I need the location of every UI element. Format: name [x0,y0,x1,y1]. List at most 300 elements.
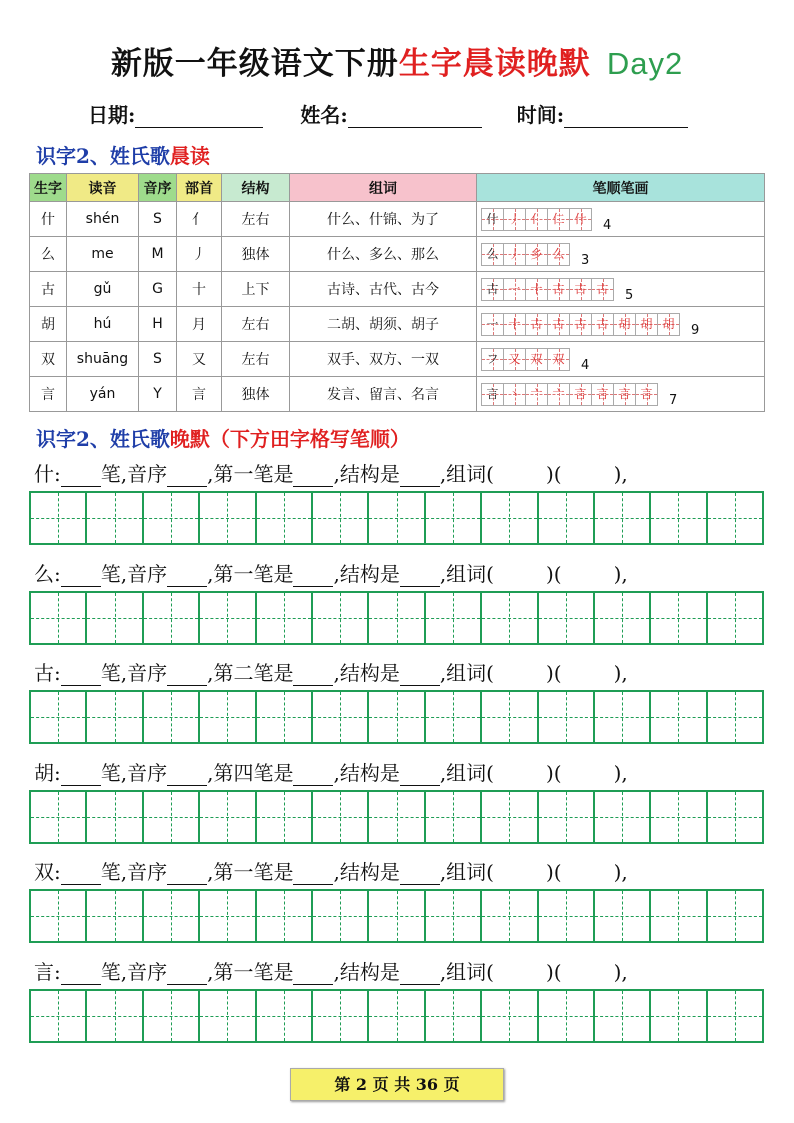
tianzige-cell[interactable] [651,493,707,543]
question-text: ,组词( [439,860,494,884]
question-text: 笔,音序 [100,561,168,586]
tianzige-row[interactable] [29,690,764,744]
table-row [30,202,765,237]
tianzige-cell[interactable] [369,593,425,643]
tianzige-cell[interactable] [31,991,87,1041]
colon: : [54,959,61,984]
answer-blank[interactable] [293,665,333,686]
cell-char: 么 [30,237,67,272]
stroke-glyph: 胡 [640,316,653,331]
tianzige-cell[interactable] [539,593,595,643]
cell-pinyin: shén [67,202,139,237]
tianzige-cell[interactable] [651,692,707,742]
tianzige-cell[interactable] [31,692,87,742]
cell-words: 古诗、古代、古今 [290,272,477,307]
tianzige-cell[interactable] [482,593,538,643]
stroke-box [547,243,570,266]
question-line [34,558,628,587]
answer-blank[interactable] [293,964,333,985]
stroke-count: 9 [691,323,700,338]
tianzige-cell[interactable] [144,692,200,742]
stroke-box [569,313,592,336]
answer-blank[interactable] [61,566,101,587]
question-nth: 第二笔是 [213,661,294,685]
answer-blank[interactable] [400,765,440,786]
cell-pinyin: hú [67,307,139,342]
tianzige-cell[interactable] [144,493,200,543]
stroke-count: 4 [581,358,590,373]
stroke-glyph: 古 [574,281,587,296]
question-char: 双 [34,860,54,884]
answer-blank[interactable] [61,765,101,786]
cell-radical: 丿 [177,237,222,272]
answer-blank[interactable] [400,566,440,587]
stroke-glyph: 十 [508,316,521,331]
stroke-box [569,208,592,231]
stroke-glyph: 古 [552,316,565,331]
stroke-glyph: 一 [508,281,521,296]
question-line [34,757,628,786]
header-words: 组词 [290,174,477,202]
stroke-glyph: 言 [640,386,653,401]
stroke-glyph: 古 [530,316,543,331]
question-text: 笔,音序 [100,760,168,785]
question-text: ,组词( [439,959,494,984]
tianzige-cell[interactable] [708,891,762,941]
colon: : [54,561,61,586]
tianzige-cell[interactable] [369,692,425,742]
stroke-box [481,313,504,336]
question-text: ,结构是 [333,661,400,685]
comma: , [207,860,214,884]
header-pinyin: 读音 [67,174,139,202]
tianzige-row[interactable] [29,591,764,645]
question-text: 笔,音序 [100,959,168,984]
header-char: 生字 [30,174,67,202]
tianzige-cell[interactable] [87,991,143,1041]
cell-initial: G [139,272,177,307]
tianzige-cell[interactable] [482,493,538,543]
cell-structure: 独体 [222,377,290,412]
name-label: 姓名: [300,103,348,127]
tianzige-cell[interactable] [200,493,256,543]
section-morning-heading [36,140,210,169]
stroke-glyph: 言 [574,386,587,401]
title-day: Day2 [606,46,684,81]
stroke-glyph: 古 [596,281,609,296]
tianzige-cell[interactable] [369,891,425,941]
tianzige-row[interactable] [29,889,764,943]
stroke-glyph: 么 [486,246,499,261]
question-text: )( [546,561,562,586]
tianzige-cell[interactable] [539,692,595,742]
question-text: ,组词( [439,561,494,586]
question-text: )( [546,661,562,685]
comma: , [207,561,214,586]
date-blank[interactable] [135,105,263,128]
answer-blank[interactable] [61,864,101,885]
title-main: 新版一年级语文下册 [110,46,399,82]
cell-structure: 上下 [222,272,290,307]
stroke-box [503,278,526,301]
stroke-box [591,278,614,301]
table-row [30,237,765,272]
cell-strokes [477,377,765,412]
answer-blank[interactable] [400,964,440,985]
question-char: 古 [34,661,54,685]
tianzige-cell[interactable] [31,593,87,643]
answer-blank[interactable] [167,964,207,985]
tianzige-cell[interactable] [144,891,200,941]
question-line [34,856,628,885]
tianzige-cell[interactable] [651,891,707,941]
comma: , [207,959,214,984]
answer-blank[interactable] [167,765,207,786]
tianzige-cell[interactable] [426,493,482,543]
stroke-box [503,208,526,231]
time-blank[interactable] [564,105,688,128]
tianzige-cell[interactable] [595,792,651,842]
tianzige-cell[interactable] [257,991,313,1041]
stroke-glyph: 双 [552,351,565,366]
question-text: 笔,音序 [100,661,168,685]
tianzige-cell[interactable] [257,891,313,941]
colon: : [54,661,61,685]
question-text: )( [546,959,562,984]
stroke-glyph: 丿 [508,211,521,226]
tianzige-cell[interactable] [313,792,369,842]
tianzige-cell[interactable] [200,792,256,842]
stroke-count: 7 [669,393,678,408]
meta-row [88,99,688,128]
stroke-box [481,243,504,266]
tianzige-cell[interactable] [482,891,538,941]
cell-structure: 左右 [222,307,290,342]
stroke-glyph: 古 [552,281,565,296]
stroke-glyph: 言 [618,386,631,401]
cell-structure: 独体 [222,237,290,272]
tianzige-cell[interactable] [482,991,538,1041]
question-nth: 第一笔是 [213,561,294,586]
tianzige-cell[interactable] [595,493,651,543]
tianzige-cell[interactable] [87,891,143,941]
tianzige-cell[interactable] [369,493,425,543]
stroke-box [635,383,658,406]
comma: , [207,661,214,685]
cell-char: 言 [30,377,67,412]
stroke-glyph: 言 [486,386,499,401]
tianzige-cell[interactable] [87,792,143,842]
tianzige-cell[interactable] [257,692,313,742]
question-line [34,956,628,985]
stroke-box [525,348,548,371]
tianzige-cell[interactable] [257,593,313,643]
stroke-count: 5 [625,288,634,303]
cell-radical: 又 [177,342,222,377]
tianzige-cell[interactable] [708,593,762,643]
stroke-glyph: 双 [530,351,543,366]
worksheet-title [0,38,794,83]
table-row [30,342,765,377]
stroke-glyph: 丿 [508,246,521,261]
cell-initial: S [139,202,177,237]
colon: : [54,860,61,884]
question-text: ), [613,561,628,586]
tianzige-cell[interactable] [144,593,200,643]
stroke-glyph: 仁 [552,211,565,226]
tianzige-cell[interactable] [200,593,256,643]
section-evening-accent: 晚默（下方田字格写笔顺） [169,427,410,451]
section-evening-label: 识字2、姓氏歌 [36,427,170,451]
tianzige-cell[interactable] [595,991,651,1041]
tianzige-cell[interactable] [257,792,313,842]
tianzige-cell[interactable] [426,792,482,842]
tianzige-cell[interactable] [595,593,651,643]
section-morning-label: 识字2、姓氏歌 [36,144,170,168]
tianzige-cell[interactable] [313,593,369,643]
stroke-glyph: 一 [486,316,499,331]
stroke-box [503,243,526,266]
tianzige-cell[interactable] [595,891,651,941]
answer-blank[interactable] [167,864,207,885]
stroke-box [591,313,614,336]
tianzige-row[interactable] [29,790,764,844]
question-text: )( [546,860,562,884]
table-row [30,272,765,307]
tianzige-cell[interactable] [257,493,313,543]
stroke-count: 4 [603,218,612,233]
tianzige-cell[interactable] [31,891,87,941]
answer-blank[interactable] [293,466,333,487]
answer-blank[interactable] [400,864,440,885]
header-radical: 部首 [177,174,222,202]
tianzige-cell[interactable] [87,493,143,543]
answer-blank[interactable] [167,665,207,686]
question-text: ,结构是 [333,462,400,486]
stroke-box [613,383,636,406]
tianzige-cell[interactable] [369,792,425,842]
tianzige-cell[interactable] [539,991,595,1041]
stroke-glyph: 丶 [508,386,521,401]
cell-strokes [477,342,765,377]
tianzige-cell[interactable] [426,891,482,941]
answer-blank[interactable] [61,466,101,487]
question-line [34,657,628,686]
date-label: 日期: [88,103,136,127]
question-text: ), [613,959,628,984]
cell-strokes [477,237,765,272]
answer-blank[interactable] [293,864,333,885]
question-text: ,结构是 [333,760,400,785]
cell-pinyin: gǔ [67,272,139,307]
stroke-box [481,348,504,371]
stroke-box [547,278,570,301]
stroke-glyph: 亠 [552,386,565,401]
tianzige-cell[interactable] [482,692,538,742]
tianzige-cell[interactable] [651,991,707,1041]
page-footer: 第 2 页 共 36 页 [290,1068,504,1101]
cell-radical: 言 [177,377,222,412]
name-blank[interactable] [348,105,482,128]
stroke-box [525,208,548,231]
tianzige-cell[interactable] [144,991,200,1041]
answer-blank[interactable] [61,964,101,985]
section-morning-accent: 晨读 [169,144,210,168]
cell-radical: 月 [177,307,222,342]
question-char: 言 [34,959,54,984]
tianzige-cell[interactable] [144,792,200,842]
answer-blank[interactable] [167,566,207,587]
tianzige-cell[interactable] [426,991,482,1041]
stroke-box [525,243,548,266]
cell-words: 什么、什锦、为了 [290,202,477,237]
tianzige-cell[interactable] [313,493,369,543]
stroke-glyph: 古 [596,316,609,331]
stroke-glyph: 古 [574,316,587,331]
question-nth: 第一笔是 [213,959,294,984]
answer-blank[interactable] [61,665,101,686]
answer-blank[interactable] [167,466,207,487]
cell-pinyin: shuāng [67,342,139,377]
question-text: ), [613,462,628,486]
stroke-box [481,383,504,406]
cell-words: 双手、双方、一双 [290,342,477,377]
section-evening-heading [36,423,410,452]
tianzige-cell[interactable] [539,891,595,941]
answer-blank[interactable] [293,566,333,587]
tianzige-cell[interactable] [200,991,256,1041]
stroke-box [525,313,548,336]
question-text: ,结构是 [333,959,400,984]
stroke-glyph: 又 [508,351,521,366]
question-nth: 第一笔是 [213,462,294,486]
stroke-glyph: 什 [486,211,499,226]
question-char: 什 [34,462,54,486]
table-row [30,307,765,342]
cell-pinyin: yán [67,377,139,412]
tianzige-cell[interactable] [595,692,651,742]
stroke-glyph: 什 [574,211,587,226]
tianzige-cell[interactable] [31,493,87,543]
tianzige-cell[interactable] [200,692,256,742]
cell-structure: 左右 [222,202,290,237]
stroke-glyph: 古 [486,281,499,296]
tianzige-cell[interactable] [539,493,595,543]
stroke-box [657,313,680,336]
tianzige-cell[interactable] [313,991,369,1041]
cell-radical: 亻 [177,202,222,237]
question-text: ,组词( [439,462,494,486]
title-highlight: 生字晨读晚默 [398,46,591,82]
cell-radical: 十 [177,272,222,307]
question-text: ), [613,860,628,884]
tianzige-cell[interactable] [708,792,762,842]
stroke-box [569,278,592,301]
tianzige-cell[interactable] [708,493,762,543]
tianzige-cell[interactable] [539,792,595,842]
stroke-count: 3 [581,253,590,268]
question-text: 笔,音序 [100,860,168,884]
cell-initial: H [139,307,177,342]
table-row [30,377,765,412]
question-nth: 第一笔是 [213,860,294,884]
tianzige-cell[interactable] [708,991,762,1041]
cell-strokes [477,272,765,307]
stroke-box [569,383,592,406]
answer-blank[interactable] [293,765,333,786]
cell-initial: M [139,237,177,272]
cell-initial: S [139,342,177,377]
stroke-glyph: フ [486,351,499,366]
tianzige-cell[interactable] [708,692,762,742]
question-line [34,458,628,487]
question-text: ,组词( [439,661,494,685]
stroke-glyph: 乡 [530,246,543,261]
tianzige-cell[interactable] [369,991,425,1041]
tianzige-cell[interactable] [482,792,538,842]
tianzige-cell[interactable] [87,593,143,643]
stroke-glyph: 言 [596,386,609,401]
question-nth: 第四笔是 [213,760,294,785]
tianzige-cell[interactable] [31,792,87,842]
cell-initial: Y [139,377,177,412]
cell-pinyin: me [67,237,139,272]
question-text: ,组词( [439,760,494,785]
stroke-box [503,313,526,336]
tianzige-cell[interactable] [426,692,482,742]
question-char: 么 [34,561,54,586]
colon: : [54,462,61,486]
tianzige-cell[interactable] [651,792,707,842]
question-text: 笔,音序 [100,462,168,486]
tianzige-row[interactable] [29,491,764,545]
answer-blank[interactable] [400,665,440,686]
cell-char: 双 [30,342,67,377]
question-text: ), [613,760,628,785]
tianzige-cell[interactable] [651,593,707,643]
character-table [29,173,765,412]
tianzige-row[interactable] [29,989,764,1043]
cell-words: 二胡、胡须、胡子 [290,307,477,342]
stroke-glyph: 亻 [530,211,543,226]
header-initial: 音序 [139,174,177,202]
cell-strokes [477,202,765,237]
cell-words: 什么、多么、那么 [290,237,477,272]
stroke-box [547,313,570,336]
cell-char: 什 [30,202,67,237]
stroke-box [503,348,526,371]
tianzige-cell[interactable] [426,593,482,643]
cell-strokes [477,307,765,342]
question-text: ,结构是 [333,561,400,586]
stroke-box [481,278,504,301]
stroke-box [635,313,658,336]
stroke-glyph: 胡 [662,316,675,331]
tianzige-cell[interactable] [200,891,256,941]
stroke-glyph: 胡 [618,316,631,331]
cell-char: 胡 [30,307,67,342]
cell-words: 发言、留言、名言 [290,377,477,412]
header-strokes: 笔顺笔画 [477,174,765,202]
answer-blank[interactable] [400,466,440,487]
tianzige-cell[interactable] [313,891,369,941]
tianzige-cell[interactable] [313,692,369,742]
stroke-box [613,313,636,336]
tianzige-cell[interactable] [87,692,143,742]
question-text: ,结构是 [333,860,400,884]
question-char: 胡 [34,760,54,785]
question-text: )( [546,760,562,785]
